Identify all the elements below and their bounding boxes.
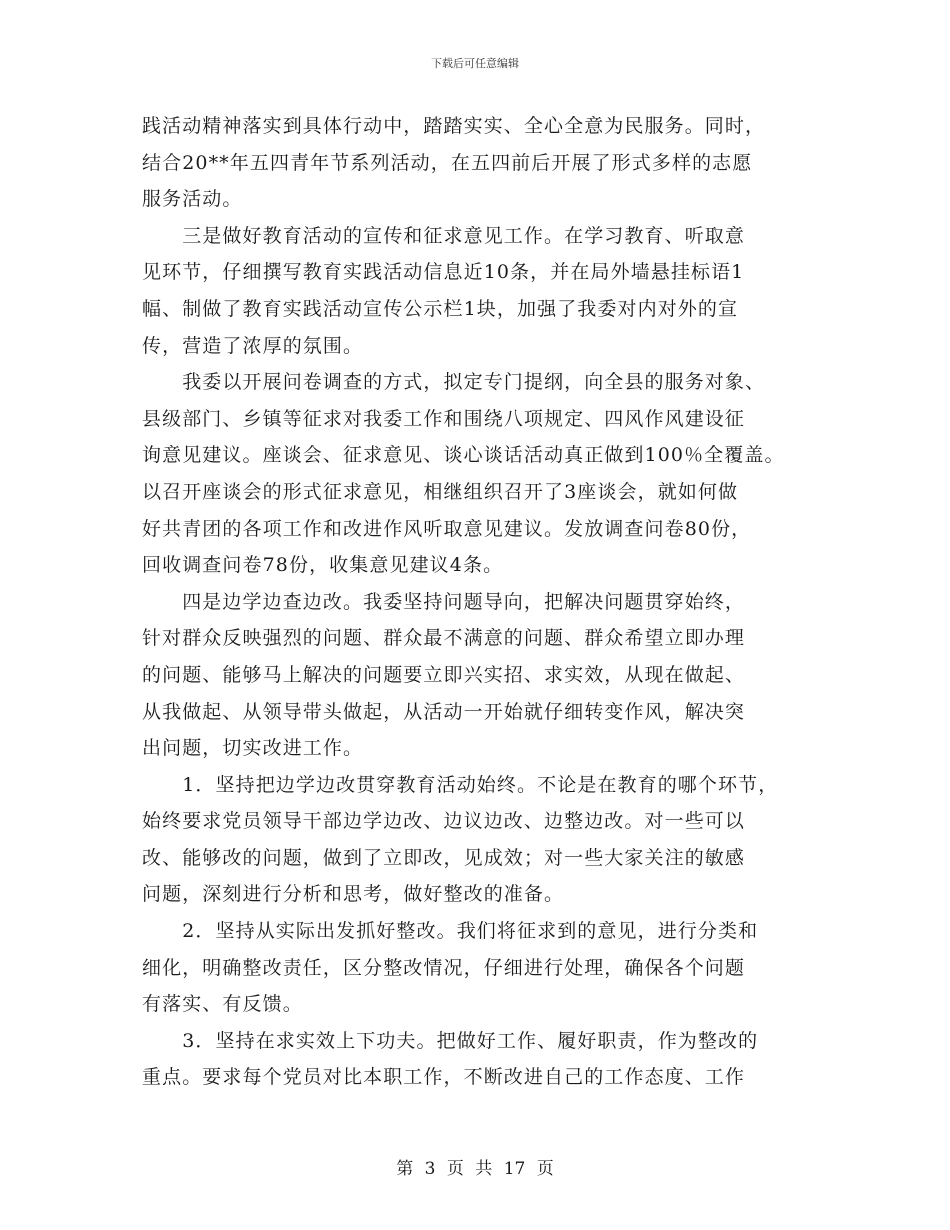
paragraph-7 [142,1023,822,1096]
page-header: 下载后可任意编辑 [431,57,519,70]
text-line: 从我做起、从领导带头做起，从活动一开始就仔细转变作风，解决突 [142,700,746,723]
text-line: 践活动精神落实到具体行动中，踏踏实实、全心全意为民服务。同时， [142,115,766,137]
text-line: 问题，深刻进行分析和思考，做好整改的准备。 [142,883,565,906]
text-line: 重点。要求每个党员对比本职工作，不断改进自己的工作态度、工作 [142,1066,746,1089]
text-line: 改、能够改的问题，做到了立即改，见成效；对一些大家关注的敏感 [142,846,746,869]
text-line: 四是边学边查边改。我委坚持问题导向，把解决问题贯穿始终， [142,590,746,613]
text-line: 始终要求党员领导干部边学边改、边议边改、边整边改。对一些可以 [142,810,746,833]
text-line: 询意见建议。座谈会、征求意见、谈心谈话活动真正做到100％全覆盖。 [142,444,785,467]
paragraph-2 [142,218,822,364]
text-line: 出问题，切实改进工作。 [142,737,364,760]
text-line: 1．坚持把边学边改贯穿教育活动始终。不论是在教育的哪个环节， [142,773,779,796]
text-line: 2．坚持从实际出发抓好整改。我们将征求到的意见，进行分类和 [142,920,759,943]
text-line: 以召开座谈会的形式征求意见，相继组织召开了3座谈会，就如何做 [142,480,739,503]
text-line: 细化，明确整改责任，区分整改情况，仔细进行处理，确保各个问题 [142,956,746,979]
document-body [142,108,822,1096]
text-line: 好共青团的各项工作和改进作风听取意见建议。发放调查问卷80份， [142,517,752,540]
paragraph-6 [142,913,822,1023]
text-line: 针对群众反映强烈的问题、群众最不满意的问题、群众希望立即办理 [142,627,746,650]
paragraph-5 [142,767,822,913]
paragraph-3 [142,364,822,584]
text-line: 结合20**年五四青年节系列活动，在五四前后开展了形式多样的志愿 [142,151,753,174]
text-line: 幅、制做了教育实践活动宣传公示栏1块，加强了我委对内对外的宣 [142,297,739,320]
text-line: 服务活动。 [142,188,243,211]
text-line: 有落实、有反馈。 [142,993,303,1016]
text-line: 县级部门、乡镇等征求对我委工作和围绕八项规定、四风作风建设征 [142,407,746,430]
text-line: 三是做好教育活动的宣传和征求意见工作。在学习教育、听取意 [142,224,746,247]
text-line: 回收调查问卷78份，收集意见建议4条。 [142,554,504,577]
text-line: 我委以开展问卷调查的方式，拟定专门提纲，向全县的服务对象、 [142,371,766,394]
paragraph-4 [142,584,822,767]
text-line: 3．坚持在求实效上下功夫。把做好工作、履好职责，作为整改的 [142,1029,759,1052]
paragraph-1 [142,108,822,218]
text-line: 的问题、能够马上解决的问题要立即兴实招、求实效，从现在做起、 [142,663,746,686]
text-line: 传，营造了浓厚的氛围。 [142,334,364,357]
page-number-footer: 第 3 页 共 17 页 [396,1159,554,1179]
text-line: 见环节，仔细撰写教育实践活动信息近10条，并在局外墙悬挂标语1 [142,261,745,284]
